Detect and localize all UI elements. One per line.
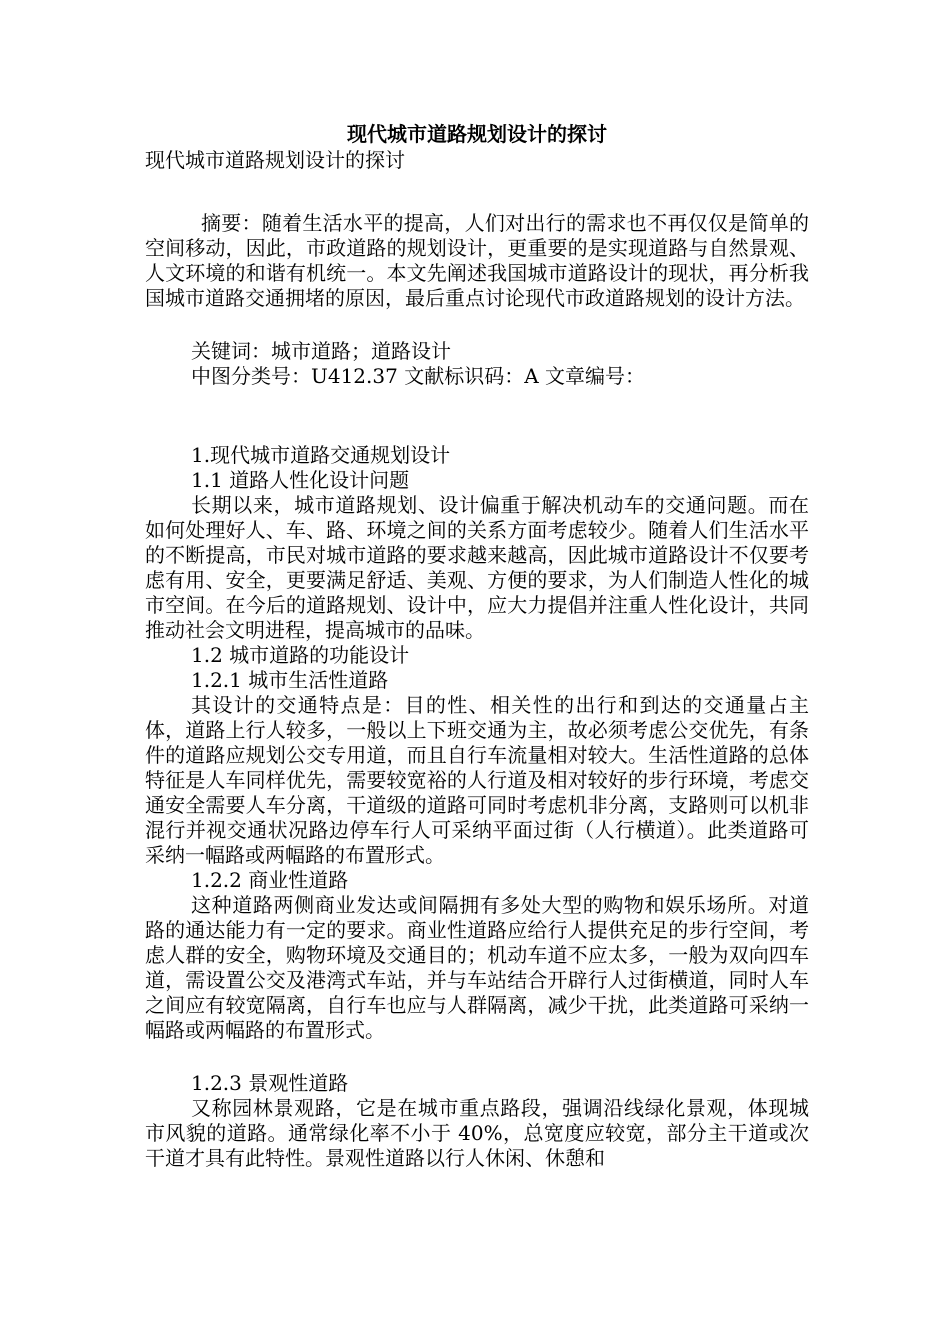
subsection-heading: 1.1 道路人性化设计问题 xyxy=(191,468,410,492)
subsubsection-heading: 1.2.1 城市生活性道路 xyxy=(191,668,389,692)
body-paragraph: 这种道路两侧商业发达或间隔拥有多处大型的购物和娱乐场所。对道路的通达能力有一定的要求。商业性道路应给行人提供充足的步行空间，考虑人群的安全，购物环境及交通目的；机动车道不应太多，一般为双向四车道，需设置公交及港湾式车站，并与车站结合开辟行人过街横道，同时人车之间应有较宽隔离，自行车也应与人群隔离，减少干扰，此类道路可采纳一幅路或两幅路的布置形式。 xyxy=(145,893,809,1042)
classification-line: 中图分类号：U412.37 文献标识码：A 文章编号： xyxy=(191,364,645,388)
spacer xyxy=(145,1043,809,1071)
document-title: 现代城市道路规划设计的探讨 xyxy=(347,122,607,146)
subsection-heading: 1.2 城市道路的功能设计 xyxy=(191,643,410,667)
body-paragraph: 长期以来，城市道路规划、设计偏重于解决机动车的交通问题。而在如何处理好人、车、路、环境之间的关系方面考虑较少。随着人们生活水平的不断提高，市民对城市道路的要求越来越高，因此城市道路设计不仅要考虑有用、安全，更要满足舒适、美观、方便的要求，为人们制造人性化的城市空间。在今后的道路规划、设计中，应大力提倡并注重人性化设计，共同推动社会文明进程，提高城市的品味。 xyxy=(145,493,809,642)
subsubsection-heading: 1.2.2 商业性道路 xyxy=(191,868,349,892)
document-subtitle: 现代城市道路规划设计的探讨 xyxy=(145,148,405,172)
body-paragraph: 又称园林景观路，它是在城市重点路段，强调沿线绿化景观，体现城市风貌的道路。通常绿化率不小于 40%，总宽度应较宽，部分主干道或次干道才具有此特性。景观性道路以行人休闲、休憩和 xyxy=(145,1096,809,1170)
abstract-paragraph: 摘要：随着生活水平的提高，人们对出行的需求也不再仅仅是简单的空间移动，因此，市政道路的规划设计，更重要的是实现道路与自然景观、人文环境的和谐有机统一。本文先阐述我国城市道路设计的现状，再分析我国城市道路交通拥堵的原因，最后重点讨论现代市政道路规划的设计方法。 xyxy=(145,211,809,310)
spacer xyxy=(145,311,809,339)
body-paragraph: 其设计的交通特点是：目的性、相关性的出行和到达的交通量占主体，道路上行人较多，一般以上下班交通为主，故必须考虑公交优先，有条件的道路应规划公交专用道，而且自行车流量相对较大。生活性道路的总体特征是人车同样优先，需要较宽裕的人行道及相对较好的步行环境，考虑交通安全需要人车分离，干道级的道路可同时考虑机非分离，支路则可以机非混行并视交通状况路边停车行人可采纳平面过街（人行横道）。此类道路可采纳一幅路或两幅路的布置形式。 xyxy=(145,693,809,867)
section-heading: 1.现代城市道路交通规划设计 xyxy=(191,443,451,467)
spacer xyxy=(145,173,809,211)
document-page xyxy=(145,120,809,1171)
subsubsection-heading: 1.2.3 景观性道路 xyxy=(191,1071,349,1095)
keywords-line: 关键词：城市道路；道路设计 xyxy=(191,339,451,363)
spacer xyxy=(145,389,809,443)
